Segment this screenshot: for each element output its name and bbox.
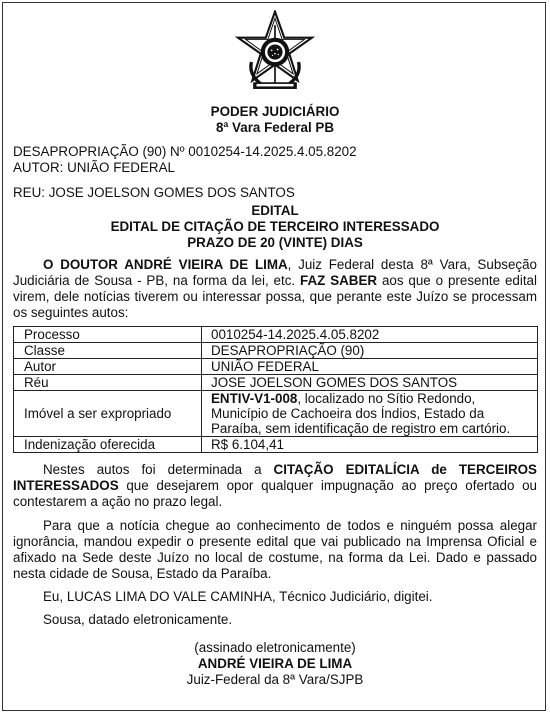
table-key: Imóvel a ser expropriado bbox=[14, 391, 202, 437]
intro-text-a: , Juiz Federal desta 8ª Vara, Subseção Judiciária de Sousa - PB, na forma da lei, etc. bbox=[13, 257, 537, 288]
citation-text-a: Nestes autos foi determinada a bbox=[43, 462, 274, 477]
brazil-coat-of-arms-icon bbox=[233, 10, 317, 94]
judge-name: O DOUTOR ANDRÉ VIEIRA DE LIMA bbox=[43, 257, 288, 272]
property-code: ENTIV-V1-008 bbox=[211, 391, 298, 406]
table-row bbox=[14, 391, 538, 437]
signer-role: Juiz-Federal da 8ª Vara/SJPB bbox=[186, 672, 364, 687]
table-value: JOSE JOELSON GOMES DOS SANTOS bbox=[202, 375, 538, 391]
case-details-table bbox=[13, 326, 538, 453]
table-row bbox=[14, 375, 538, 391]
signature-block bbox=[13, 640, 537, 688]
edital-document bbox=[13, 10, 537, 688]
table-key: Autor bbox=[14, 359, 202, 375]
table-row bbox=[14, 359, 538, 375]
intro-paragraph bbox=[13, 257, 537, 321]
court-name: PODER JUDICIÁRIO bbox=[210, 104, 340, 119]
publication-paragraph: Para que a notícia chegue ao conhecimento de todos e ninguém possa alegar ignorância, mandou expedir o presente edital que vai publicado na Imprensa Oficial e afixado na Sede deste Juízo no local de costume, na forma da Lei. Dado e passado nesta cidade de Sousa, Estado da Paraíba. bbox=[13, 518, 537, 581]
title-edital: EDITAL bbox=[251, 203, 299, 218]
table-value bbox=[202, 391, 538, 437]
typist-paragraph: Eu, LUCAS LIMA DO VALE CAMINHA, Técnico Judiciário, digitei. bbox=[43, 589, 433, 604]
citation-paragraph bbox=[13, 462, 537, 510]
process-line: DESAPROPRIAÇÃO (90) Nº 0010254-14.2025.4.05.8202 bbox=[13, 144, 357, 159]
signature-note: (assinado eletronicamente) bbox=[194, 640, 356, 655]
table-key: Classe bbox=[14, 343, 202, 359]
table-value: 0010254-14.2025.4.05.8202 bbox=[202, 327, 538, 343]
faz-saber: FAZ SABER bbox=[300, 273, 378, 288]
defendant-line: REU: JOSE JOELSON GOMES DOS SANTOS bbox=[13, 185, 295, 200]
table-row bbox=[14, 343, 538, 359]
title-citacao: EDITAL DE CITAÇÃO DE TERCEIRO INTERESSADO bbox=[110, 219, 440, 234]
table-key: Réu bbox=[14, 375, 202, 391]
table-value: UNIÃO FEDERAL bbox=[202, 359, 538, 375]
intro-text-b: aos que o presente edital virem, dele notícias tiverem ou interessar possa, que perante este Juízo se processam os seguintes autos: bbox=[13, 273, 537, 320]
title-prazo: PRAZO DE 20 (VINTE) DIAS bbox=[187, 235, 363, 250]
vara-name: 8ª Vara Federal PB bbox=[215, 120, 335, 135]
table-key: Processo bbox=[14, 327, 202, 343]
author-line: AUTOR: UNIÃO FEDERAL bbox=[13, 160, 175, 175]
table-key: Indenização oferecida bbox=[14, 437, 202, 453]
property-description: , localizado no Sítio Redondo, Município de Cachoeira dos Índios, Estado da Paraíba, sem identificação de registro em cartório. bbox=[211, 391, 511, 436]
title-block bbox=[13, 203, 537, 251]
table-value: R$ 6.104,41 bbox=[202, 437, 538, 453]
citation-bold: CITAÇÃO EDITALÍCIA de TERCEIROS INTERESSADOS bbox=[13, 462, 537, 493]
date-paragraph: Sousa, datado eletronicamente. bbox=[43, 612, 233, 627]
table-row bbox=[14, 327, 538, 343]
table-value: DESAPROPRIAÇÃO (90) bbox=[202, 343, 538, 359]
signer-name: ANDRÉ VIEIRA DE LIMA bbox=[197, 656, 353, 671]
table-row bbox=[14, 437, 538, 453]
citation-text-b: que desejarem opor qualquer impugnação ao preço ofertado ou contestarem a ação no prazo legal. bbox=[13, 478, 537, 509]
